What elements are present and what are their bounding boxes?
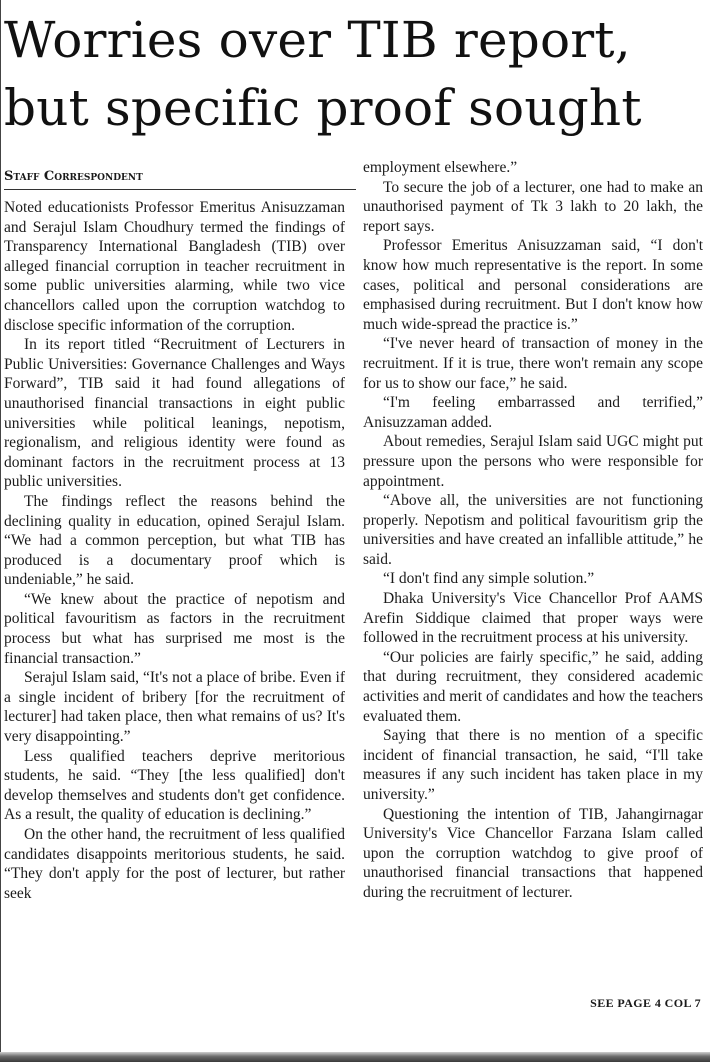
paragraph: The findings reflect the reasons behind the declining quality in education, opined Serajul Islam. “We had a common perception, but what TIB has produced is a documentary proof which is undeniable,” he said. — [4, 492, 345, 589]
paragraph: “Our policies are fairly specific,” he said, adding that during recruitment, they considered academic activities and merit of candidates and how the teachers evaluated them. — [363, 648, 703, 725]
continuation-jump-line: SEE PAGE 4 COL 7 — [590, 996, 701, 1010]
headline-line-1: Worries over TIB report, — [4, 11, 631, 69]
paragraph: Serajul Islam said, “It's not a place of bribe. Even if a single incident of bribery [for the recruitment of lecturer] had taken place, then what remains of us? It's very disappointing.” — [4, 669, 345, 746]
page-border — [0, 0, 1, 1062]
paragraph: Less qualified teachers deprive meritorious students, he said. “They [the less qualified] don't develop themselves and students don't get confidence. As a result, the quality of education is declining.” — [4, 747, 345, 824]
paragraph: Professor Emeritus Anisuzzaman said, “I don't know how much representative is the report. In some cases, political and personal considerations are emphasised during recruitment. But I don't know how much wide-spread the practice is.” — [363, 237, 703, 333]
paragraph: About remedies, Serajul Islam said UGC might put pressure upon the persons who were responsible for appointment. — [363, 433, 703, 490]
paragraph: Saying that there is no mention of a specific incident of financial transaction, he said, “I'll take measures if any such incident has taken place in my university.” — [363, 727, 703, 803]
paragraph: “I've never heard of transaction of money in the recruitment. If it is true, there won't remain any scope for us to show our face,” he said. — [363, 335, 703, 392]
headline-line-2: but specific proof sought — [4, 79, 642, 137]
scan-edge-strip — [0, 1052, 710, 1062]
article-column-left — [4, 198, 345, 1014]
paragraph: Noted educationists Professor Emeritus Anisuzzaman and Serajul Islam Choudhury termed the findings of Transparency International Bangladesh (TIB) over alleged financial corruption in teacher recruitment in some public universities alarming, while two vice chancellors called upon the corruption watchdog to disclose specific information of the corruption. — [4, 199, 345, 334]
paragraph: To secure the job of a lecturer, one had to make an unauthorised payment of Tk 3 lakh to 20 lakh, the report says. — [363, 178, 703, 235]
headline — [4, 6, 706, 142]
paragraph: Questioning the intention of TIB, Jahangirnagar University's Vice Chancellor Farzana Islam called upon the corruption watchdog to give proof of unauthorised financial transactions that happened during the recruitment of lecturer. — [363, 805, 703, 901]
paragraph: In its report titled “Recruitment of Lecturers in Public Universities: Governance Challenges and Ways Forward”, TIB said it had found allegations of unauthorised financial transactions in eight public universities while political leanings, nepotism, regionalism, and religious identity were found as dominant factors in the recruitment process at 13 public universities. — [4, 336, 345, 491]
paragraph: Dhaka University's Vice Chancellor Prof AAMS Arefin Siddique claimed that proper ways were followed in the recruitment process at his university. — [363, 590, 703, 647]
paragraph: “We knew about the practice of nepotism and political favouritism as factors in the recruitment process but what has surprised me most is the financial transaction.” — [4, 590, 345, 667]
article-column-right — [363, 158, 703, 992]
paragraph-continuation: employment elsewhere.” — [363, 159, 518, 176]
paragraph: On the other hand, the recruitment of less qualified candidates disappoints meritorious students, he said. “They don't apply for the post of lecturer, but rather seek — [4, 826, 345, 902]
paragraph: “I'm feeling embarrassed and terrified,” Anisuzzaman added. — [363, 394, 703, 431]
paragraph: “I don't find any simple solution.” — [383, 570, 595, 588]
paragraph: “Above all, the universities are not functioning properly. Nepotism and political favouritism grip the universities and have created an infallible attitude,” he said. — [363, 492, 703, 568]
byline: Staff Correspondent — [4, 168, 356, 190]
